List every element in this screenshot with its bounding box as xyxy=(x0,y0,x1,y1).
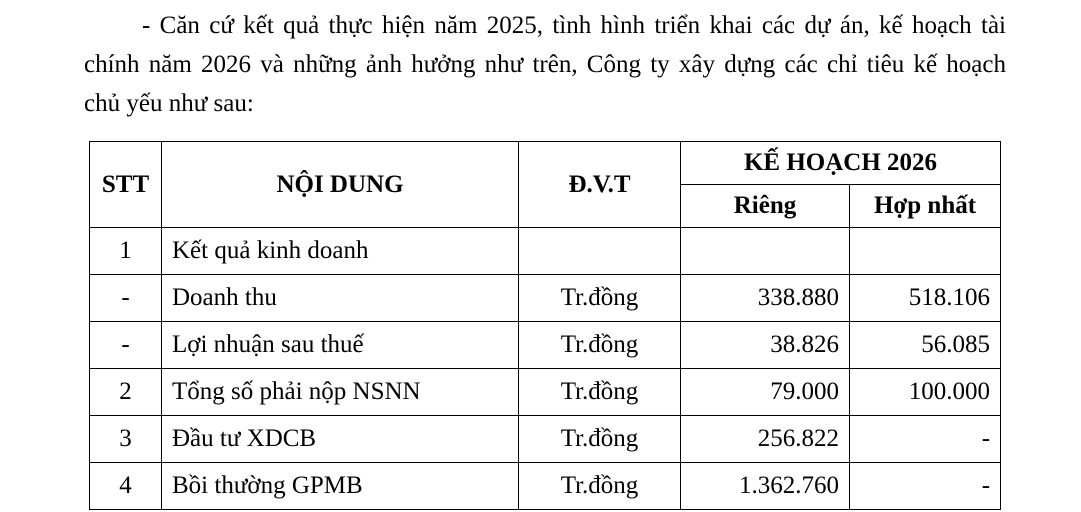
intro-paragraph xyxy=(84,6,1006,123)
plan-table xyxy=(89,141,1001,510)
header-unit: Đ.V.T xyxy=(519,142,681,228)
cell-content: Lợi nhuận sau thuế xyxy=(162,322,519,369)
cell-unit xyxy=(519,228,681,275)
intro-line-2: chính năm 2026 và những ảnh hưởng như trên, Công ty xây dựng các chỉ tiêu kế hoạch xyxy=(84,51,1006,78)
intro-line-3: chủ yếu như sau: xyxy=(84,90,254,117)
cell-rieng: 79.000 xyxy=(681,369,850,416)
table-row xyxy=(90,275,1001,322)
cell-unit: Tr.đồng xyxy=(519,322,681,369)
cell-stt: - xyxy=(90,322,162,369)
header-row-top xyxy=(90,142,1001,185)
cell-rieng: 338.880 xyxy=(681,275,850,322)
cell-hop-nhat: - xyxy=(850,463,1001,510)
table-row xyxy=(90,463,1001,510)
cell-hop-nhat: 518.106 xyxy=(850,275,1001,322)
header-stt: STT xyxy=(90,142,162,228)
cell-hop-nhat: - xyxy=(850,416,1001,463)
cell-unit: Tr.đồng xyxy=(519,369,681,416)
cell-stt: 2 xyxy=(90,369,162,416)
cell-unit: Tr.đồng xyxy=(519,463,681,510)
cell-stt: 3 xyxy=(90,416,162,463)
cell-hop-nhat: 100.000 xyxy=(850,369,1001,416)
cell-content: Kết quả kinh doanh xyxy=(162,228,519,275)
cell-stt: - xyxy=(90,275,162,322)
header-content: NỘI DUNG xyxy=(162,142,519,228)
table-row xyxy=(90,322,1001,369)
cell-content: Bồi thường GPMB xyxy=(162,463,519,510)
cell-hop-nhat: 56.085 xyxy=(850,322,1001,369)
cell-unit: Tr.đồng xyxy=(519,416,681,463)
table-row xyxy=(90,416,1001,463)
table-row xyxy=(90,369,1001,416)
cell-content: Doanh thu xyxy=(162,275,519,322)
cell-rieng: 1.362.760 xyxy=(681,463,850,510)
cell-rieng: 38.826 xyxy=(681,322,850,369)
cell-rieng: 256.822 xyxy=(681,416,850,463)
cell-content: Tổng số phải nộp NSNN xyxy=(162,369,519,416)
cell-unit: Tr.đồng xyxy=(519,275,681,322)
cell-content: Đầu tư XDCB xyxy=(162,416,519,463)
header-plan-2026: KẾ HOẠCH 2026 xyxy=(681,142,1001,185)
intro-line-1: - Căn cứ kết quả thực hiện năm 2025, tình hình triển khai các dự án, kế hoạch tài xyxy=(142,12,1006,39)
cell-stt: 1 xyxy=(90,228,162,275)
header-rieng: Riêng xyxy=(681,185,850,228)
cell-rieng xyxy=(681,228,850,275)
cell-stt: 4 xyxy=(90,463,162,510)
header-hop-nhat: Hợp nhất xyxy=(850,185,1001,228)
cell-hop-nhat xyxy=(850,228,1001,275)
table-row xyxy=(90,228,1001,275)
